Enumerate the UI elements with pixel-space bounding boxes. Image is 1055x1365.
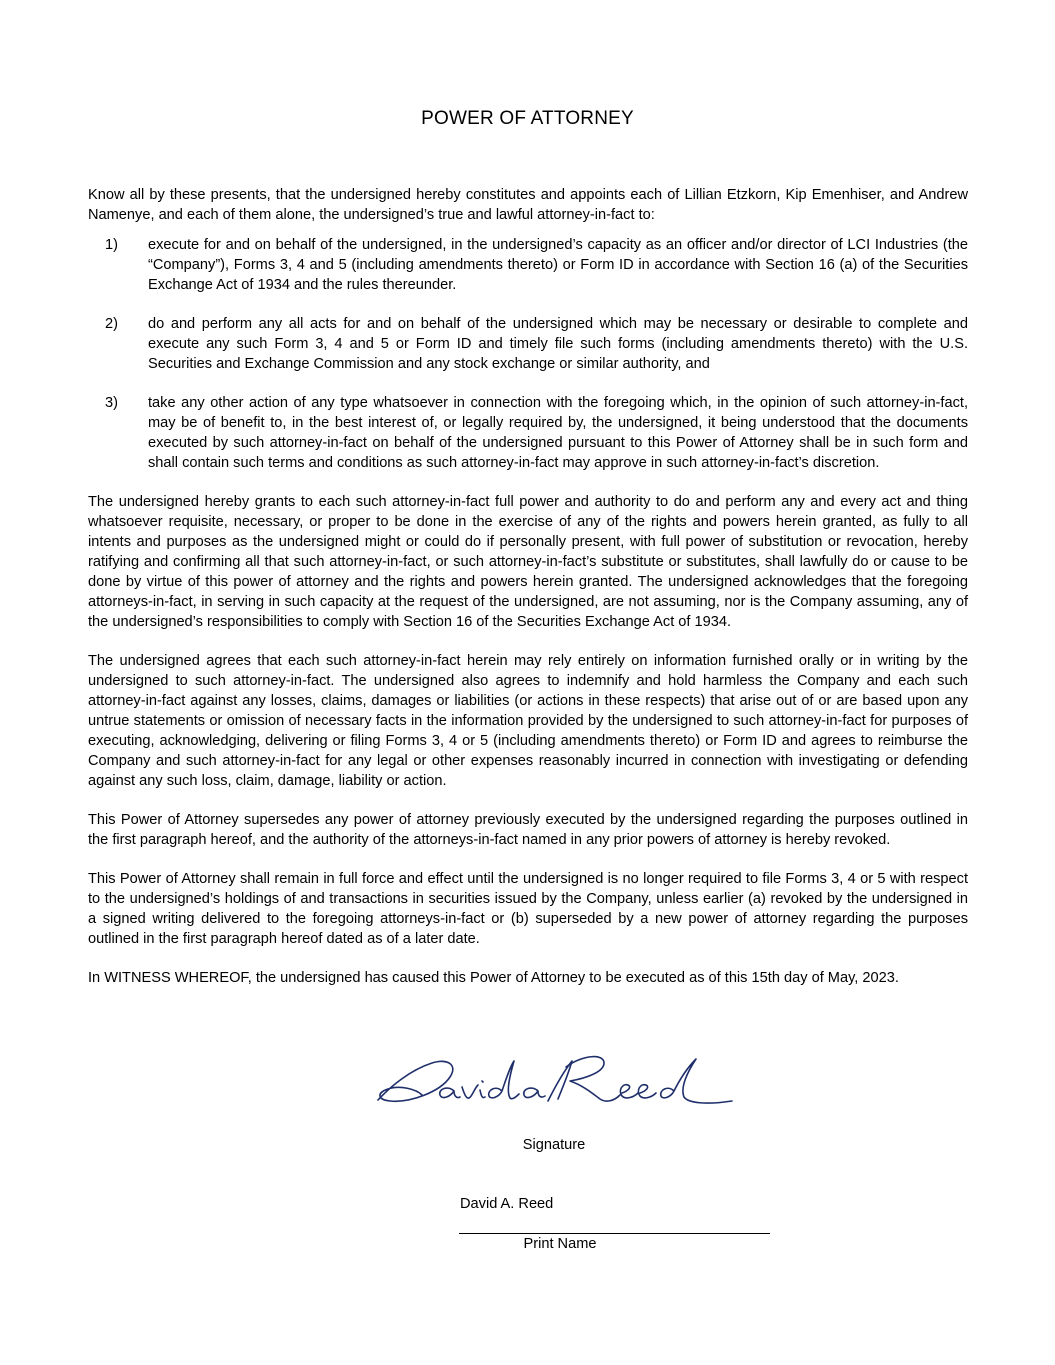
list-item-number: 3) <box>105 395 118 411</box>
list-item <box>88 235 968 295</box>
print-name-label: Print Name <box>523 1236 597 1252</box>
duration-paragraph: This Power of Attorney shall remain in full force and effect until the undersigned is no longer required to file Forms 3, 4 or 5 with respect to the undersigned’s holdings of and transactions in securities issued by the Company, unless earlier (a) revoked by the undersigned in a signed writing delivered to the foregoing attorneys-in-fact or (b) superseded by a new power of attorney regarding the purposes outlined in the first paragraph hereof dated as of a later date. <box>88 871 968 947</box>
list-item-number: 2) <box>105 316 118 332</box>
printed-name: David A. Reed <box>460 1196 554 1212</box>
list-item-text: do and perform any all acts for and on behalf of the undersigned which may be necessary or desirable to complete and execute any such Form 3, 4 and 5 or Form ID and timely file such forms (including amendments thereto) with the U.S. Securities and Exchange Commission and any stock exchange or similar authority, and <box>148 316 968 372</box>
signature-label: Signature <box>522 1137 586 1153</box>
list-item-text: execute for and on behalf of the undersigned, in the undersigned’s capacity as an officer and/or director of LCI Industries (the “Company”), Forms 3, 4 and 5 (including amendments thereto) or Form ID in accordance with Section 16 (a) of the Securities Exchange Act of 1934 and the rules thereunder. <box>148 237 968 293</box>
handwritten-signature <box>370 1045 740 1115</box>
list-item-number: 1) <box>105 237 118 253</box>
document-body <box>88 185 968 1007</box>
list-item <box>88 314 968 374</box>
witness-paragraph: In WITNESS WHEREOF, the undersigned has caused this Power of Attorney to be executed as of this 15th day of May, 2023. <box>88 970 899 986</box>
list-item <box>88 393 968 473</box>
list-item-text: take any other action of any type whatsoever in connection with the foregoing which, in the opinion of such attorney-in-fact, may be of benefit to, in the best interest of, or legally required by, the undersigned, it being understood that the documents executed by such attorney-in-fact on behalf of the undersigned pursuant to this Power of Attorney shall be in such form and shall contain such terms and conditions as such attorney-in-fact may approve in such attorney-in-fact’s discretion. <box>148 395 968 471</box>
grant-paragraph: The undersigned hereby grants to each such attorney-in-fact full power and authority to do and perform any and every act and thing whatsoever requisite, necessary, or proper to be done in the exercise of any of the rights and powers herein granted, as fully to all intents and purposes as the undersigned might or could do if personally present, with full power of substitution or revocation, hereby ratifying and confirming all that such attorney-in-fact, or such attorney-in-fact’s substitute or substitutes, shall lawfully do or cause to be done by virtue of this power of attorney and the rights and powers herein granted. The undersigned acknowledges that the foregoing attorneys-in-fact, in serving in such capacity at the request of the undersigned, are not assuming, nor is the Company assuming, any of the undersigned’s responsibilities to comply with Section 16 of the Securities Exchange Act of 1934. <box>88 494 968 630</box>
authority-list <box>88 235 968 473</box>
intro-paragraph: Know all by these presents, that the undersigned hereby constitutes and appoints each of Lillian Etzkorn, Kip Emenhiser, and Andrew Namenye, and each of them alone, the undersigned’s true and lawful attorney-in-fact to: <box>88 187 968 223</box>
print-name-line <box>459 1233 770 1234</box>
indemnity-paragraph: The undersigned agrees that each such attorney-in-fact herein may rely entirely on information furnished orally or in writing by the undersigned to such attorney-in-fact. The undersigned also agrees to indemnify and hold harmless the Company and each such attorney-in-fact against any losses, claims, damages or liabilities (or actions in these respects) that arise out of or are based upon any untrue statements or omission of necessary facts in the information provided by the undersigned to such attorney-in-fact for purposes of executing, acknowledging, delivering or filing Forms 3, 4 or 5 (including amendments thereto) or Form ID and agrees to reimburse the Company and such attorney-in-fact for any legal or other expenses reasonably incurred in connection with investigating or defending against any such loss, claim, damage, liability or action. <box>88 653 968 789</box>
supersede-paragraph: This Power of Attorney supersedes any power of attorney previously executed by the undersigned regarding the purposes outlined in the first paragraph hereof, and the authority of the attorneys-in-fact named in any prior powers of attorney is hereby revoked. <box>88 812 968 848</box>
document-title: POWER OF ATTORNEY <box>421 108 634 129</box>
